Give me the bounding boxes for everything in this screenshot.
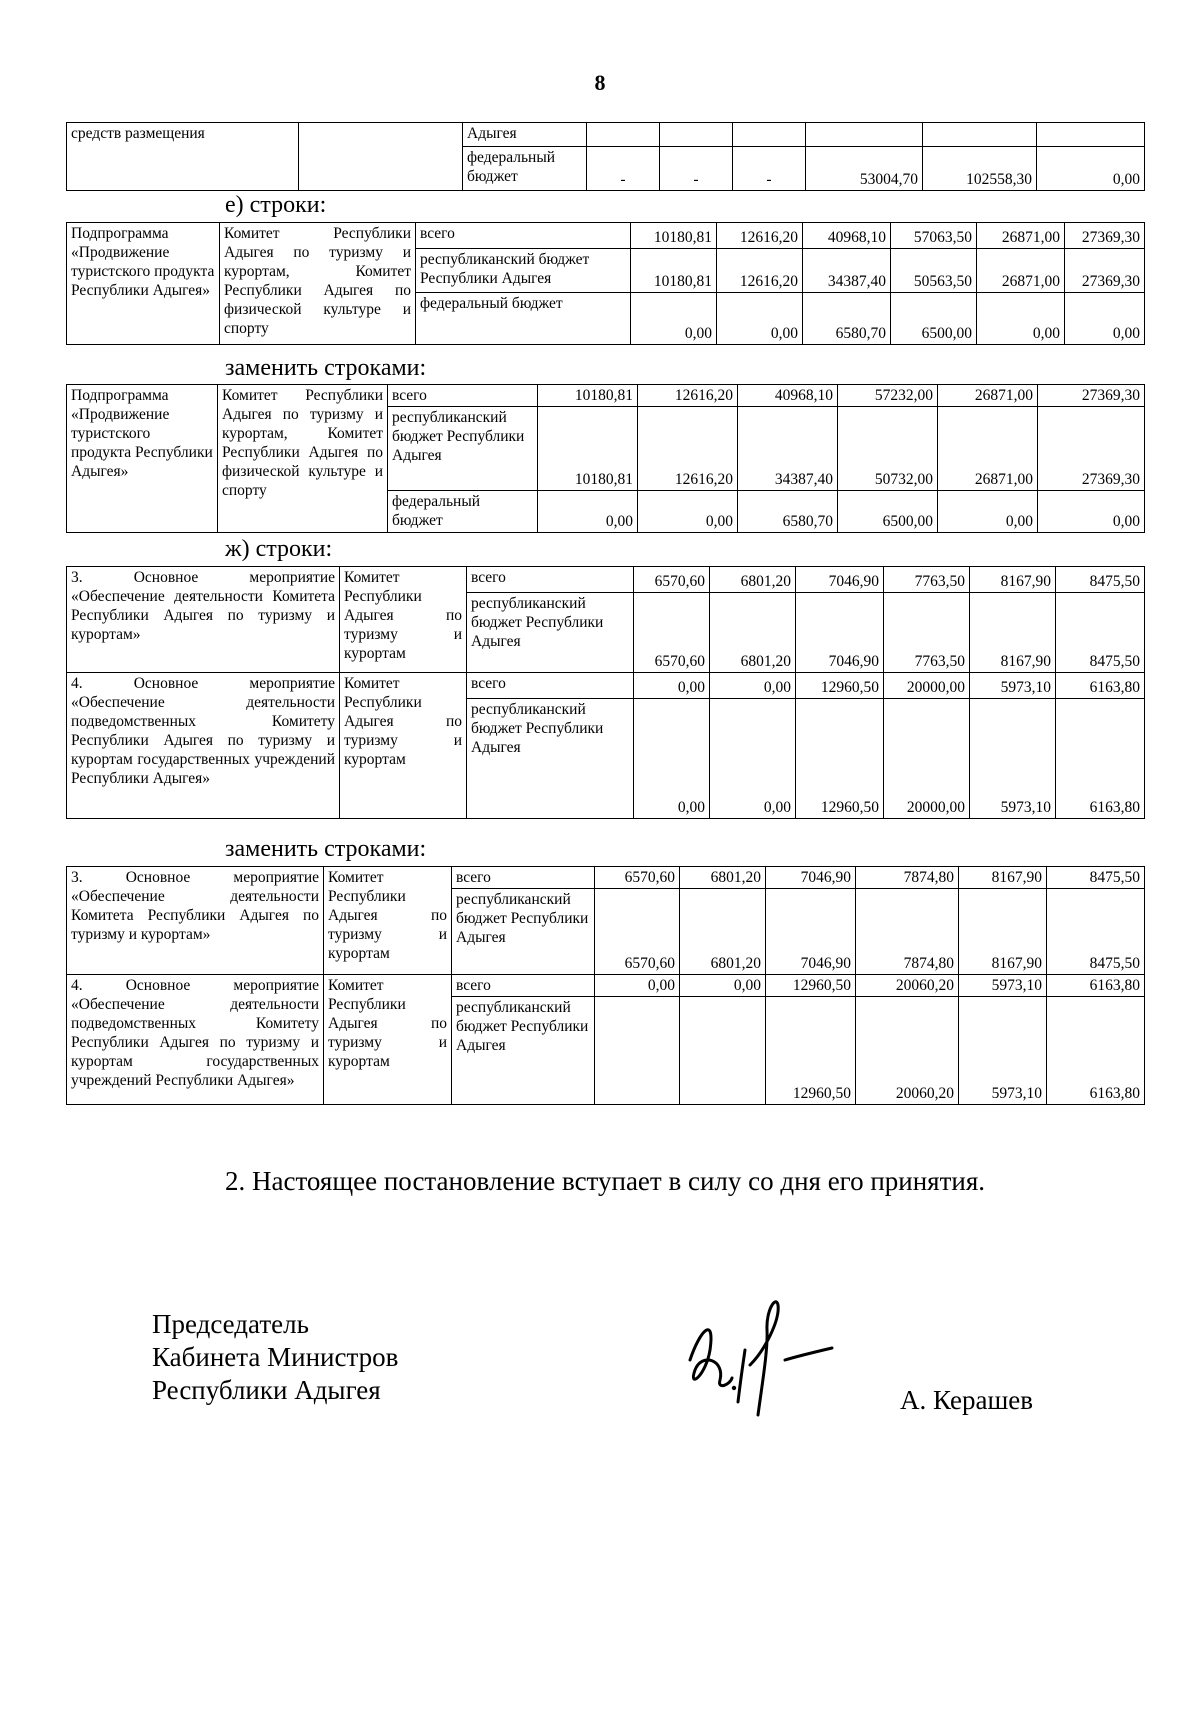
table-cell: 6570,60 [595,867,680,889]
table-cell: 12616,20 [638,385,738,407]
table-e-new-source: федеральный бюджет [388,491,538,533]
table-cell [595,997,680,1105]
table-cell: 6570,60 [595,889,680,975]
table-cell: 20060,20 [856,975,959,997]
table-cell: 0,00 [680,975,766,997]
table-cell: 12616,20 [717,223,803,249]
signatory-title-line: Председатель [152,1309,309,1339]
table-zh-new-source: всего [452,975,595,997]
table-cell: 7874,80 [856,889,959,975]
table-cell: 8167,90 [959,889,1047,975]
table-cell: 40968,10 [803,223,891,249]
table-cell: 12960,50 [766,975,856,997]
table-top-cell: - [587,147,660,191]
table-cell: 6570,60 [634,567,710,593]
table-top-cell: 0,00 [1037,147,1145,191]
table-e-old-source: всего [416,223,631,249]
table-e-new-source: всего [388,385,538,407]
table-zh-new-source: республиканский бюджет Республики Адыгея [452,889,595,975]
table-cell: 6801,20 [710,593,796,673]
table-cell: 0,00 [1065,293,1145,345]
table-zh-old-source: всего [467,673,634,699]
table-cell: 34387,40 [738,407,838,491]
table-cell: 8475,50 [1047,889,1145,975]
effective-date-paragraph: 2. Настоящее постановление вступает в силу со дня его принятия. [225,1166,986,1196]
table-cell: 26871,00 [938,385,1038,407]
table-e-old [66,222,1145,345]
table-cell: 0,00 [538,491,638,533]
table-cell: 6801,20 [680,889,766,975]
table-cell: 10180,81 [538,385,638,407]
table-cell: 10180,81 [631,223,717,249]
table-cell: 6801,20 [680,867,766,889]
table-zh-old-source: всего [467,567,634,593]
table-cell: 5973,10 [959,975,1047,997]
table-cell: 26871,00 [977,249,1065,293]
table-cell: 5973,10 [959,997,1047,1105]
table-cell: 0,00 [595,975,680,997]
table-zh-new-source: всего [452,867,595,889]
table-cell: 40968,10 [738,385,838,407]
table-zh-new-item3-executor: Комитет Республики Адыгея по туризму и курортам [324,867,452,975]
table-top-name: средств размещения [67,123,299,191]
table-cell: 0,00 [634,699,710,819]
signatory-title-line: Республики Адыгея [152,1375,381,1405]
table-e-new [66,384,1145,533]
table-cell: 7874,80 [856,867,959,889]
table-cell: 27369,30 [1038,407,1145,491]
table-cell: 6570,60 [634,593,710,673]
table-zh-new-source: республиканский бюджет Республики Адыгея [452,997,595,1105]
table-cell: 7046,90 [766,889,856,975]
table-top-cell: 102558,30 [923,147,1037,191]
table-cell: 6580,70 [738,491,838,533]
table-cell: 6580,70 [803,293,891,345]
table-cell: 0,00 [638,491,738,533]
table-cell: 0,00 [717,293,803,345]
table-e-new-executor: Комитет Республики Адыгея по туризму и курортам, Комитет Республики Адыгея по физической культуре и спорту [218,385,388,533]
table-zh-new [66,866,1145,1105]
table-cell: 10180,81 [538,407,638,491]
table-cell [680,997,766,1105]
table-e-old-executor: Комитет Республики Адыгея по туризму и курортам, Комитет Республики Адыгея по физической культуре и спорту [220,223,416,345]
table-cell: 0,00 [710,673,796,699]
table-cell: 8167,90 [970,593,1056,673]
table-top-source1: Адыгея [463,123,587,147]
table-zh-old-source: республиканский бюджет Республики Адыгея [467,593,634,673]
handwritten-signature [670,1290,870,1420]
table-cell: 7046,90 [796,567,884,593]
replace-heading-2: заменить строками: [225,836,427,862]
table-cell: 50732,00 [838,407,938,491]
table-cell: 27369,30 [1065,223,1145,249]
table-zh-new-item4-executor: Комитет Республики Адыгея по туризму и курортам [324,975,452,1105]
table-cell: 20000,00 [884,673,970,699]
table-cell: 6163,80 [1047,975,1145,997]
table-cell: 8475,50 [1056,567,1145,593]
table-cell: 8167,90 [959,867,1047,889]
table-cell: 12616,20 [638,407,738,491]
table-cell: 0,00 [977,293,1065,345]
signatory-name: А. Керашев [900,1385,1033,1415]
signatory-title [152,1308,398,1407]
table-cell: 0,00 [710,699,796,819]
table-cell: 6163,80 [1056,673,1145,699]
table-cell: 27369,30 [1038,385,1145,407]
table-top-cell: - [733,147,806,191]
table-e-old-source: республиканский бюджет Республики Адыгея [416,249,631,293]
table-e-new-name: Подпрограмма «Продвижение туристского продукта Республики Адыгея» [67,385,218,533]
table-zh-old-item3-executor: Комитет Республики Адыгея по туризму и курортам [340,567,467,673]
table-cell: 7046,90 [796,593,884,673]
table-cell: 20060,20 [856,997,959,1105]
table-cell: 7763,50 [884,567,970,593]
table-cell: 5973,10 [970,673,1056,699]
table-cell: 6500,00 [891,293,977,345]
table-cell: 8167,90 [970,567,1056,593]
table-cell: 6500,00 [838,491,938,533]
table-cell: 8475,50 [1047,867,1145,889]
table-cell: 26871,00 [938,407,1038,491]
section-zh-heading: ж) строки: [225,536,333,562]
table-top-cell: - [660,147,733,191]
table-cell: 12960,50 [766,997,856,1105]
table-cell: 6163,80 [1056,699,1145,819]
table-top-source2: федеральный бюджет [463,147,587,191]
table-cell: 6163,80 [1047,997,1145,1105]
table-cell: 57063,50 [891,223,977,249]
table-cell: 0,00 [938,491,1038,533]
table-top-cell: 53004,70 [806,147,923,191]
table-zh-old-source: республиканский бюджет Республики Адыгея [467,699,634,819]
table-top-executor [299,123,463,191]
table-cell: 6801,20 [710,567,796,593]
table-cell: 12960,50 [796,699,884,819]
table-cell: 34387,40 [803,249,891,293]
page-number: 8 [594,70,606,95]
table-cell: 27369,30 [1065,249,1145,293]
table-zh-old-item4-name: 4. Основное мероприятие «Обеспечение деятельности подведомственных Комитету Республики Адыгея по туризму и курортам государственных учреждений Республики Адыгея» [67,673,340,819]
table-e-new-source: республиканский бюджет Республики Адыгея [388,407,538,491]
table-cell: 7763,50 [884,593,970,673]
section-e-heading: е) строки: [225,192,327,218]
table-cell: 0,00 [631,293,717,345]
table-zh-new-item3-name: 3. Основное мероприятие «Обеспечение деятельности Комитета Республики Адыгея по туризму и курортам» [67,867,324,975]
table-cell: 0,00 [634,673,710,699]
table-cell: 8475,50 [1056,593,1145,673]
table-cell: 12616,20 [717,249,803,293]
table-e-old-source: федеральный бюджет [416,293,631,345]
table-cell: 12960,50 [796,673,884,699]
table-zh-old-item4-executor: Комитет Республики Адыгея по туризму и курортам [340,673,467,819]
table-top-continuation [66,122,1145,191]
table-cell: 26871,00 [977,223,1065,249]
table-e-old-name: Подпрограмма «Продвижение туристского продукта Республики Адыгея» [67,223,220,345]
signatory-title-line: Кабинета Министров [152,1342,399,1372]
table-cell: 50563,50 [891,249,977,293]
table-cell: 10180,81 [631,249,717,293]
table-zh-old-item3-name: 3. Основное мероприятие «Обеспечение деятельности Комитета Республики Адыгея по туризму и курортам» [67,567,340,673]
replace-heading-1: заменить строками: [225,355,427,381]
table-cell: 57232,00 [838,385,938,407]
table-cell: 0,00 [1038,491,1145,533]
table-cell: 20000,00 [884,699,970,819]
table-cell: 5973,10 [970,699,1056,819]
table-zh-new-item4-name: 4. Основное мероприятие «Обеспечение деятельности подведомственных Комитету Республики Адыгея по туризму и курортам государственных учреждений Республики Адыгея» [67,975,324,1105]
table-zh-old [66,566,1145,819]
table-cell: 7046,90 [766,867,856,889]
